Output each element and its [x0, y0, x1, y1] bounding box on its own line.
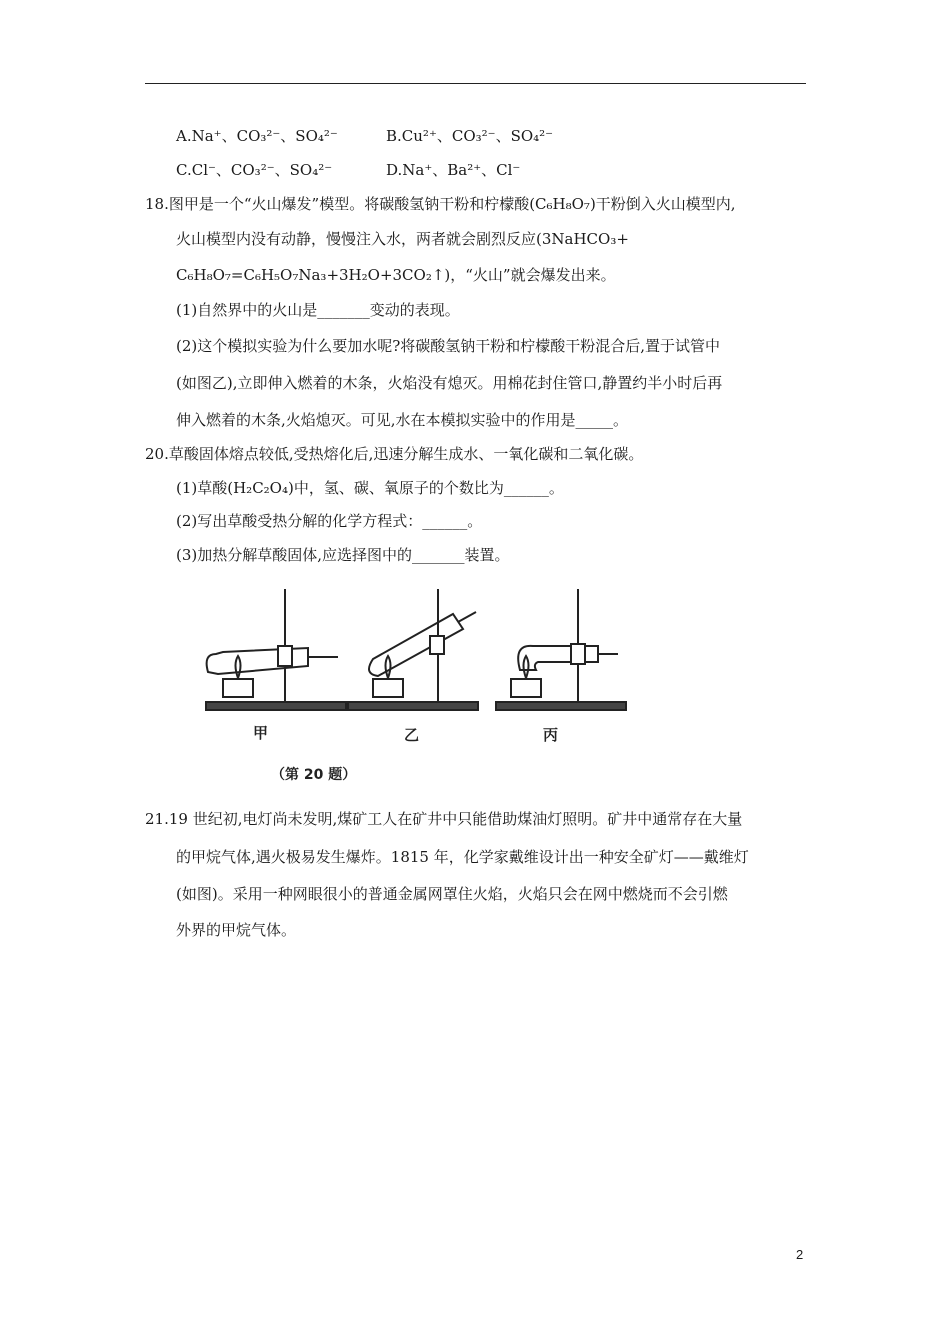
option-c: C.Cl⁻、CO₃²⁻、SO₄²⁻ — [176, 161, 333, 179]
option-b: B.Cu²⁺、CO₃²⁻、SO₄²⁻ — [386, 127, 554, 145]
q20-sub3: (3)加热分解草酸固体,应选择图中的_______装置。 — [176, 546, 510, 564]
option-a: A.Na⁺、CO₃²⁻、SO₄²⁻ — [176, 127, 338, 145]
q20-sub2: (2)写出草酸受热分解的化学方程式：______。 — [176, 512, 483, 530]
q21-line1: 21.19 世纪初,电灯尚未发明,煤矿工人在矿井中只能借助煤油灯照明。矿井中通常存在大量 — [145, 810, 743, 828]
test-tube-yi — [369, 614, 463, 676]
header-rule — [145, 83, 806, 84]
burner-jia — [223, 679, 253, 697]
clamp-jia — [278, 646, 292, 666]
clamp-yi — [430, 636, 444, 654]
flame-yi — [386, 656, 391, 678]
stand-base-bing — [496, 702, 626, 710]
q18-line2: 火山模型内没有动静，慢慢注入水，两者就会剧烈反应(3NaHCO₃+ — [176, 230, 629, 248]
figure-caption: （第 20 题） — [271, 767, 357, 783]
q21-line3: (如图)。采用一种网眼很小的普通金属网罩住火焰，火焰只会在网中燃烧而不会引燃 — [176, 885, 728, 903]
page-number: 2 — [796, 1247, 804, 1262]
q20-line1: 20.草酸固体熔点较低,受热熔化后,迅速分解生成水、一氧化碳和二氧化碳。 — [145, 445, 644, 463]
stand-base-jia — [206, 702, 346, 710]
flame-jia — [236, 656, 241, 678]
q18-line1: 18.图甲是一个“火山爆发”模型。将碳酸氢钠干粉和柠檬酸(C₆H₈O₇)干粉倒入火山模型内, — [145, 195, 736, 213]
q18-sub1: (1)自然界中的火山是_______变动的表现。 — [176, 301, 460, 319]
q21-line4: 外界的甲烷气体。 — [176, 921, 297, 939]
q21-line2: 的甲烷气体,遇火极易发生爆炸。1815 年，化学家戴维设计出一种安全矿灯——戴维灯 — [176, 848, 749, 866]
flame-bing — [524, 656, 529, 678]
q18-line3: C₆H₈O₇=C₆H₅O₇Na₃+3H₂O+3CO₂↑)，“火山”就会爆发出来。 — [176, 266, 616, 284]
option-d: D.Na⁺、Ba²⁺、Cl⁻ — [386, 161, 521, 179]
burner-yi — [373, 679, 403, 697]
stand-base-yi — [348, 702, 478, 710]
q20-sub1: (1)草酸(H₂C₂O₄)中，氢、碳、氧原子的个数比为______。 — [176, 479, 564, 497]
apparatus-drawing — [178, 574, 638, 784]
label-jia: 甲 — [253, 724, 269, 742]
q18-sub2b: (如图乙),立即伸入燃着的木条，火焰没有熄灭。用棉花封住管口,静置约半小时后再 — [176, 374, 723, 392]
q18-sub2c: 伸入燃着的木条,火焰熄灭。可见,水在本模拟实验中的作用是_____。 — [176, 411, 629, 429]
burner-bing — [511, 679, 541, 697]
clamp-bing — [571, 644, 585, 664]
apparatus-figure — [178, 574, 638, 784]
test-tube-bing — [518, 646, 598, 670]
q18-sub2a: (2)这个模拟实验为什么要加水呢?将碳酸氢钠干粉和柠檬酸干粉混合后,置于试管中 — [176, 337, 721, 355]
label-bing: 丙 — [543, 726, 559, 744]
label-yi: 乙 — [404, 726, 420, 744]
tube-stopper-yi — [458, 612, 476, 622]
